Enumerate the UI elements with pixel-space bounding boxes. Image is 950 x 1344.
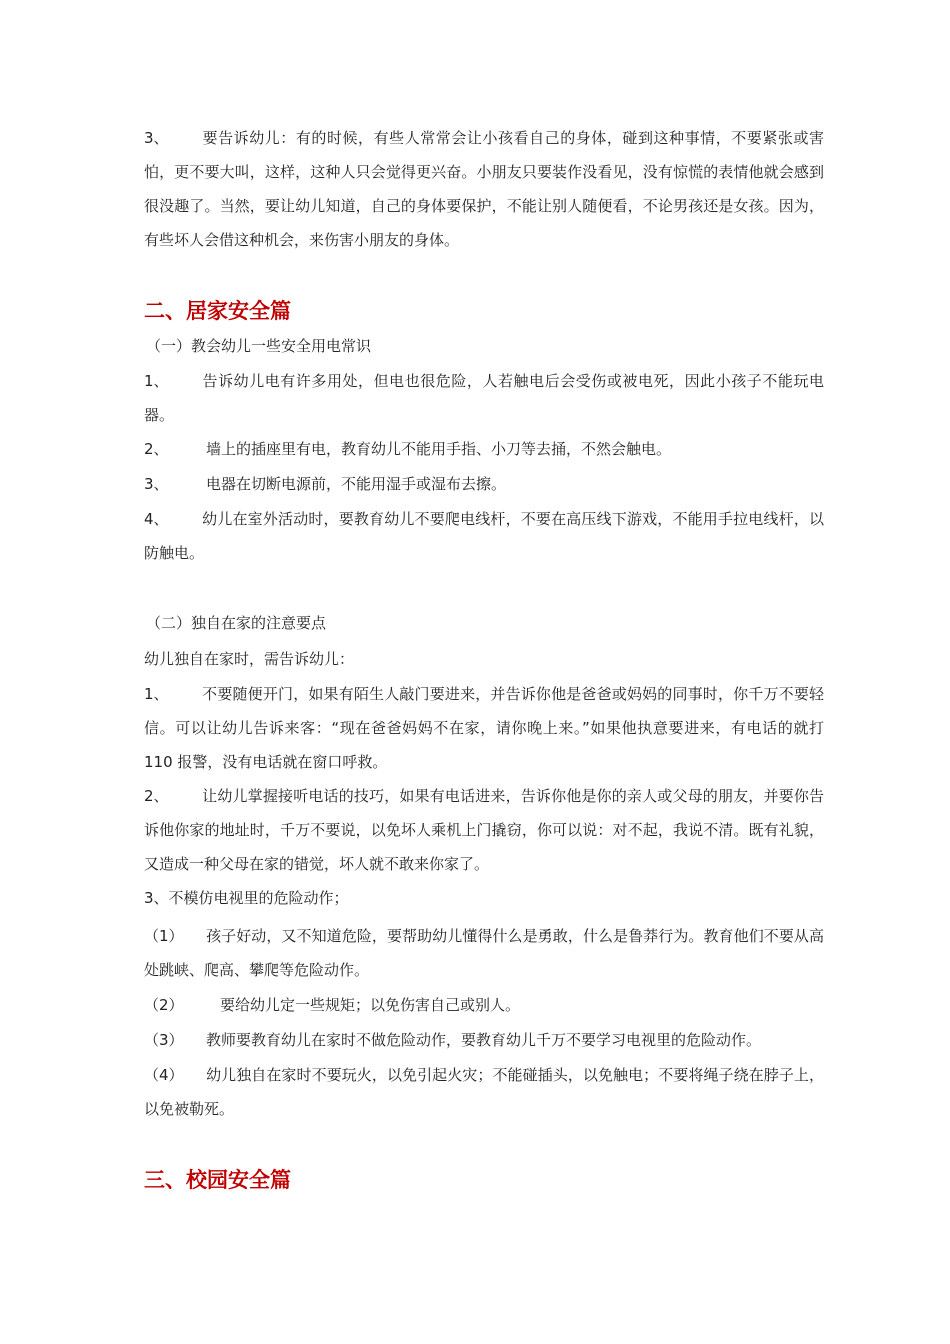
item-number: 2、: [144, 440, 169, 458]
item-number: 1、: [144, 685, 169, 703]
sub-list-item: [144, 988, 824, 1022]
list-item: [144, 467, 824, 501]
sub-list-item: [144, 1023, 834, 1057]
item-text: 要给幼儿定一些规矩；以免伤害自己或别人。: [220, 996, 521, 1014]
list-item: [144, 432, 824, 466]
item-number: （4）: [144, 1066, 184, 1084]
item-text: 3、不模仿电视里的危险动作；: [144, 889, 349, 907]
list-item: [144, 881, 824, 915]
sub-list-item: [144, 1058, 824, 1126]
intro-text: 幼儿独自在家时，需告诉幼儿：: [144, 650, 355, 668]
paragraph-top-item-3: [144, 121, 824, 257]
item-text: 墙上的插座里有电，教育幼儿不能用手指、小刀等去捅，不然会触电。: [206, 440, 672, 458]
sub-list-item: [144, 919, 824, 987]
list-item: [144, 502, 824, 570]
subsection-title-electricity: （一）教会幼儿一些安全用电常识: [146, 337, 372, 355]
item-text: 教师要教育幼儿在家时不做危险动作，要教育幼儿千万不要学习电视里的危险动作。: [206, 1031, 762, 1049]
list-item: [144, 364, 824, 432]
list-item: [144, 779, 824, 881]
item-text: 电器在切断电源前，不能用湿手或湿布去擦。: [206, 475, 507, 493]
item-number: （2）: [144, 996, 184, 1014]
section-heading-home-safety: 二、居家安全篇: [144, 299, 291, 323]
item-number: 4、: [144, 510, 169, 528]
item-number: 1、: [144, 372, 169, 390]
item-text: 让幼儿掌握接听电话的技巧，如果有电话进来，告诉你他是你的亲人或父母的朋友，并要你告诉他你家的地址时，千万不要说，以免坏人乘机上门撬窃，你可以说：对不起，我说不清。既有礼貌，又造成一种父母在家的错觉，坏人就不敢来你家了。: [144, 787, 824, 873]
item-number: 2、: [144, 787, 169, 805]
item-text: 告诉幼儿电有许多用处，但电也很危险，人若触电后会受伤或被电死，因此小孩子不能玩电器。: [144, 372, 824, 424]
item-text: 幼儿在室外活动时，要教育幼儿不要爬电线杆，不要在高压线下游戏，不能用手拉电线杆，以防触电。: [144, 510, 824, 562]
item-number: （1）: [144, 927, 184, 945]
list-item: [144, 677, 824, 779]
item-number: （3）: [144, 1031, 184, 1049]
item-number: 3、: [144, 129, 169, 147]
subsection-title-home-alone: （二）独自在家的注意要点: [146, 614, 327, 632]
item-text: 孩子好动，又不知道危险，要帮助幼儿懂得什么是勇敢，什么是鲁莽行为。教育他们不要从高处跳峡、爬高、攀爬等危险动作。: [144, 927, 824, 979]
item-number: 3、: [144, 475, 169, 493]
item-text: 要告诉幼儿：有的时候，有些人常常会让小孩看自己的身体，碰到这种事情，不要紧张或害怕，更不要大叫，这样，这种人只会觉得更兴奋。小朋友只要装作没看见，没有惊慌的表情他就会感到很没趣了。当然，要让幼儿知道，自己的身体要保护，不能让别人随便看，不论男孩还是女孩。因为，有些坏人会借这种机会，来伤害小朋友的身体。: [144, 129, 824, 249]
item-text: 不要随便开门，如果有陌生人敲门要进来，并告诉你他是爸爸或妈妈的同事时，你千万不要轻信。可以让幼儿告诉来客：“现在爸爸妈妈不在家，请你晚上来。”如果他执意要进来，有电话的就打 110 报警，没有电话就在窗口呼救。: [144, 685, 824, 771]
section-heading-school-safety: 三、校园安全篇: [144, 1168, 291, 1192]
item-text: 幼儿独自在家时不要玩火，以免引起火灾；不能碰插头，以免触电；不要将绳子绕在脖子上，以免被勒死。: [144, 1066, 824, 1118]
